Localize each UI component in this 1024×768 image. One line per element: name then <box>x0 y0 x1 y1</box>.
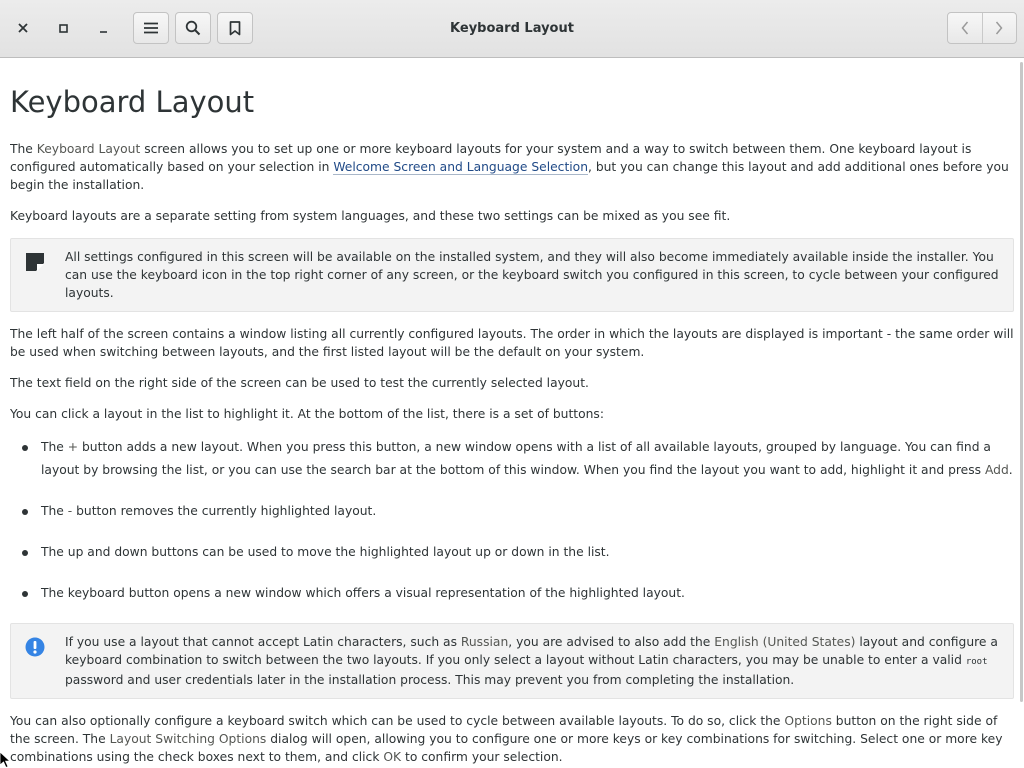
mouse-pointer-icon <box>0 752 12 768</box>
search-button[interactable] <box>175 12 211 44</box>
buttons-intro-paragraph: You can click a layout in the list to highlight it. At the bottom of the list, there is a set of buttons: <box>10 407 604 421</box>
list-item-up-down <box>10 541 1014 564</box>
switch-text-3: dialog will open, allowing you to configure one or more keys or key combinations for switching. Select one or more key combinations using the check boxes next to them, and click <box>10 732 1003 764</box>
bullet-icon <box>22 591 28 597</box>
left-half-paragraph: The left half of the screen contains a window listing all currently configured layouts. The order in which the layouts are displayed is important - the same order will be used when switching between layouts, and the first listed layout will be the default on your system. <box>10 327 1014 359</box>
remove-text-1: The <box>41 504 68 518</box>
intro-text-2: screen allows you to set up one or more keyboard layouts for your system and a way to switch between them. One keyboard layout is configured automatically based on your selection in <box>10 142 972 174</box>
important-text-2: , you are advised to also add the <box>508 635 715 649</box>
gui-term-options: Options <box>784 714 832 728</box>
up-down-text: The up and down buttons can be used to move the highlighted layout up or down in the list. <box>41 545 610 559</box>
buttons-list <box>10 436 1014 605</box>
maximize-button[interactable] <box>49 14 77 42</box>
intro-text-1: The <box>10 142 37 156</box>
remove-text-2: button removes the currently highlighted layout. <box>72 504 377 518</box>
add-text-3: . <box>1008 463 1013 477</box>
gui-term-layout-switching-options: Layout Switching Options <box>109 732 267 746</box>
switch-text-1: You can also optionally configure a keyboard switch which can be used to cycle between available layouts. To do so, click the <box>10 714 785 728</box>
important-box <box>10 623 1014 699</box>
note-box <box>10 238 1014 312</box>
switch-text-2: button on the right side of the screen. The <box>10 714 998 746</box>
bullet-icon <box>22 445 28 451</box>
important-text-3: layout and configure a keyboard combination to switch between the two layouts. If you only select a layout without Latin characters, you may be unable to enter a valid <box>65 635 998 667</box>
scrollbar[interactable] <box>1020 62 1023 702</box>
search-icon <box>185 20 201 36</box>
hamburger-menu-icon <box>144 22 158 34</box>
note-text: All settings configured in this screen will be available on the installed system, and they will also become immediately available inside the installer. You can use the keyboard icon in the top right corner of any screen, or the keyboard switch you configured in this screen, to cycle between your configured layouts. <box>65 250 999 300</box>
close-button[interactable] <box>9 14 37 42</box>
maximize-icon <box>59 24 68 33</box>
minimize-button[interactable] <box>89 14 117 42</box>
close-icon <box>18 23 28 33</box>
list-item-add <box>10 436 1014 482</box>
gui-term-ok: OK <box>383 750 402 764</box>
page-heading: Keyboard Layout <box>10 85 255 119</box>
important-text-4: password and user credentials later in the installation process. This may prevent you from completing the installation. <box>65 673 795 687</box>
gui-term-add: Add <box>984 463 1009 477</box>
keyboard-text: The keyboard button opens a new window which offers a visual representation of the highlighted layout. <box>41 586 685 600</box>
list-item-remove <box>10 500 1014 523</box>
header-bar <box>0 0 1024 58</box>
bullet-icon <box>22 550 28 556</box>
bookmark-icon <box>229 21 241 36</box>
bookmark-button[interactable] <box>217 12 253 44</box>
back-button[interactable] <box>948 13 982 43</box>
gui-term-plus: + <box>67 440 79 454</box>
gui-term-english-us: English (United States) <box>714 635 856 649</box>
system-item-root: root <box>965 657 988 667</box>
important-text <box>65 633 1001 689</box>
bullet-icon <box>22 509 28 515</box>
add-text-2: button adds a new layout. When you press this button, a new window opens with a list of all available layouts, grouped by language. You can find a layout by browsing the list, or you can use the search bar at the bottom of this window. When you find the layout you want to add, highlight it and press <box>41 440 991 477</box>
gui-term-minus: - <box>67 504 73 518</box>
list-item-keyboard <box>10 582 1014 605</box>
intro-text-3: , but you can change this layout and add additional ones before you begin the installation. <box>10 160 1009 192</box>
chevron-right-icon <box>995 21 1003 35</box>
switch-text-4: to confirm your selection. <box>401 750 563 764</box>
text-field-paragraph: The text field on the right side of the screen can be used to test the currently selected layout. <box>10 376 589 390</box>
window-title: Keyboard Layout <box>450 21 574 36</box>
note-icon <box>25 252 45 272</box>
intro-paragraph <box>10 140 1014 194</box>
gui-term-russian: Russian <box>460 635 509 649</box>
layouts-vs-languages-paragraph: Keyboard layouts are a separate setting from system languages, and these two settings can be mixed as you see fit. <box>10 209 731 223</box>
important-icon <box>25 637 45 657</box>
chevron-left-icon <box>961 21 969 35</box>
menu-button[interactable] <box>133 12 169 44</box>
important-text-1: If you use a layout that cannot accept Latin characters, such as <box>65 635 461 649</box>
add-text-1: The <box>41 440 68 454</box>
gui-term-keyboard-layout: Keyboard Layout <box>36 142 141 156</box>
keyboard-switch-paragraph <box>10 712 1014 766</box>
navigation-button-group <box>947 12 1017 44</box>
forward-button[interactable] <box>982 13 1017 43</box>
help-page-content <box>10 58 1014 768</box>
welcome-screen-link[interactable]: Welcome Screen and Language Selection <box>333 160 588 174</box>
minimize-icon <box>99 24 108 33</box>
